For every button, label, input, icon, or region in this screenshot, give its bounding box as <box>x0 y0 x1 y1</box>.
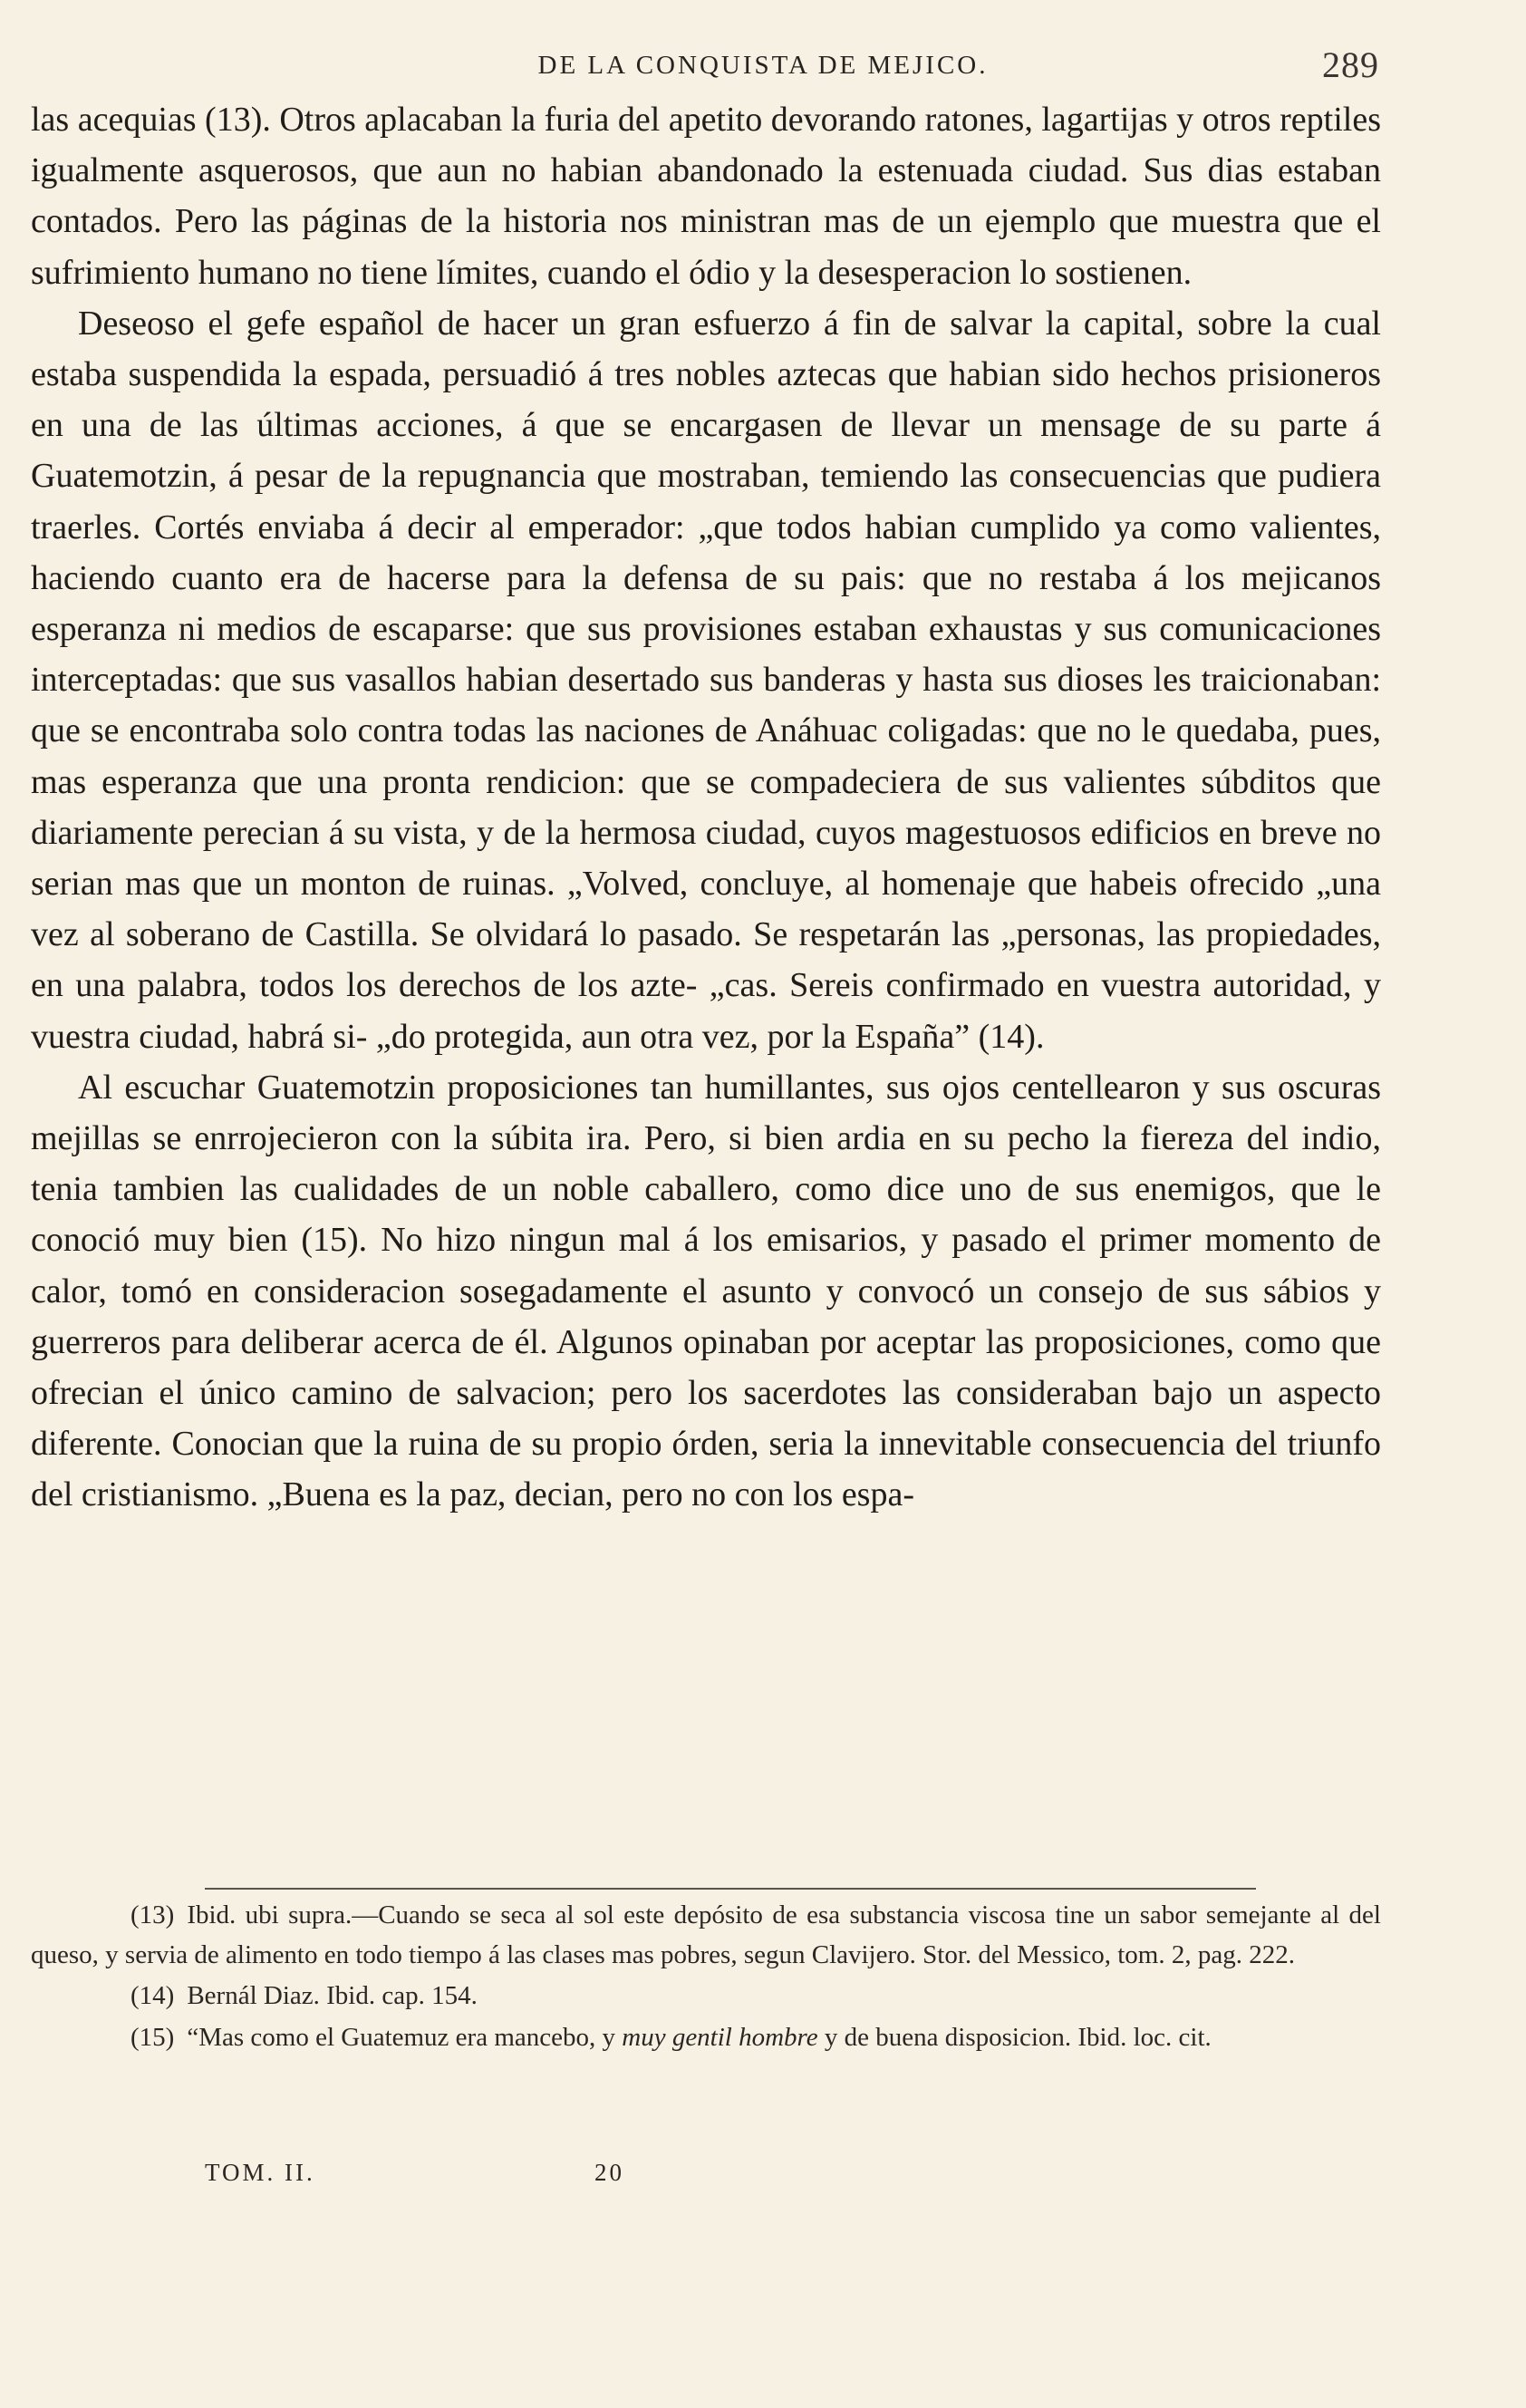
footnote-text: Ibid. ubi supra.—Cuando se seca al sol este depósito de esa substancia viscosa tine un sabor semejante al del queso, y servia de alimento en todo tiempo á las clases mas pobres, segun Clavijero. Stor. del Messico, tom. 2, pag. 222. <box>31 1900 1381 1969</box>
signature-volume: TOM. II. <box>205 2159 315 2186</box>
paragraph-cortes-message: Deseoso el gefe español de hacer un gran esfuerzo á fin de salvar la capital, sobre la cual estaba suspendida la espada, persuadió á tres nobles aztecas que habian sido hechos prisioneros en una de las últimas acciones, á que se encargasen de llevar un mensage de su parte á Guatemotzin, á pesar de la repugnancia que mostraban, temiendo las consecuencias que pudiera traerles. Cortés enviaba á decir al emperador: „que todos habian cumplido ya como valientes, haciendo cuanto era de hacerse para la defensa de su pais: que no restaba á los mejicanos esperanza ni medios de escaparse: que sus provisiones estaban exhaustas y sus comunicaciones interceptadas: que sus vasallos habian desertado sus banderas y hasta sus dioses les traicionaban: que se encontraba solo contra todas las naciones de Anáhuac coligadas: que no le quedaba, pues, mas esperanza que una pronta rendicion: que se compadeciera de sus valientes súbditos que diariamente perecian á su vista, y de la hermosa ciudad, cuyos magestuosos edificios en breve no serian mas que un monton de ruinas. „Volved, concluye, al homenaje que habeis ofrecido „una vez al soberano de Castilla. Se olvidará lo pasado. Se respetarán las „personas, las propiedades, en una palabra, todos los derechos de los azte- „cas. Sereis confirmado en vuestra autoridad, y vuestra ciudad, habrá si- „do protegida, aun otra vez, por la España” (14). <box>31 304 1381 1056</box>
running-head <box>0 44 1526 98</box>
footnote-text: Bernál Diaz. Ibid. cap. 154. <box>187 1981 478 2010</box>
signature-number: 20 <box>594 2159 624 2186</box>
footnotes <box>31 1896 1381 2057</box>
printer-signature <box>205 2159 749 2191</box>
footnote-14 <box>31 1977 1381 2016</box>
body-text <box>31 94 1381 1521</box>
footnote-13 <box>31 1896 1381 1975</box>
paragraph-guatemotzin-response: Al escuchar Guatemotzin proposiciones tan humillantes, sus ojos centellearon y sus oscuras mejillas se enrrojecieron con la súbita ira. Pero, si bien ardia en su pecho la fiereza del indio, tenia tambien las cualidades de un noble caballero, como dice uno de sus enemigos, que le conoció muy bien (15). No hizo ningun mal á los emisarios, y pasado el primer momento de calor, tomó en consideracion sosegadamente el asunto y convocó un consejo de sus sábios y guerreros para deliberar acerca de él. Algunos opinaban por aceptar las proposiciones, como que ofrecian el único camino de salvacion; pero los sacerdotes las consideraban bajo un aspecto diferente. Conocian que la ruina de su propio órden, seria la innevitable consecuencia del triunfo del cristianismo. „Buena es la paz, decian, pero no con los espa- <box>31 1068 1381 1514</box>
footnote-rule <box>205 1888 1256 1890</box>
footnote-marker: (13) <box>130 1900 175 1929</box>
running-title: DE LA CONQUISTA DE MEJICO. <box>537 51 989 80</box>
paragraph-continuation: las acequias (13). Otros aplacaban la furia del apetito devorando ratones, lagartijas y otros reptiles igualmente asquerosos, que aun no habian abandonado la estenuada ciudad. Sus dias estaban contados. Pero las páginas de la historia nos ministran mas de un ejemplo que muestra que el sufrimiento humano no tiene límites, cuando el ódio y la desesperacion lo sostienen. <box>31 101 1381 292</box>
footnote-text-italic: muy gentil hombre <box>622 2022 818 2052</box>
page-number: 289 <box>1322 44 1379 85</box>
footnote-text-after: y de buena disposicion. Ibid. loc. cit. <box>817 2022 1212 2052</box>
footnote-marker: (14) <box>130 1981 175 2010</box>
footnote-15 <box>31 2018 1381 2058</box>
footnote-marker: (15) <box>130 2022 175 2052</box>
footnote-text-before: “Mas como el Guatemuz era mancebo, y <box>187 2022 623 2052</box>
